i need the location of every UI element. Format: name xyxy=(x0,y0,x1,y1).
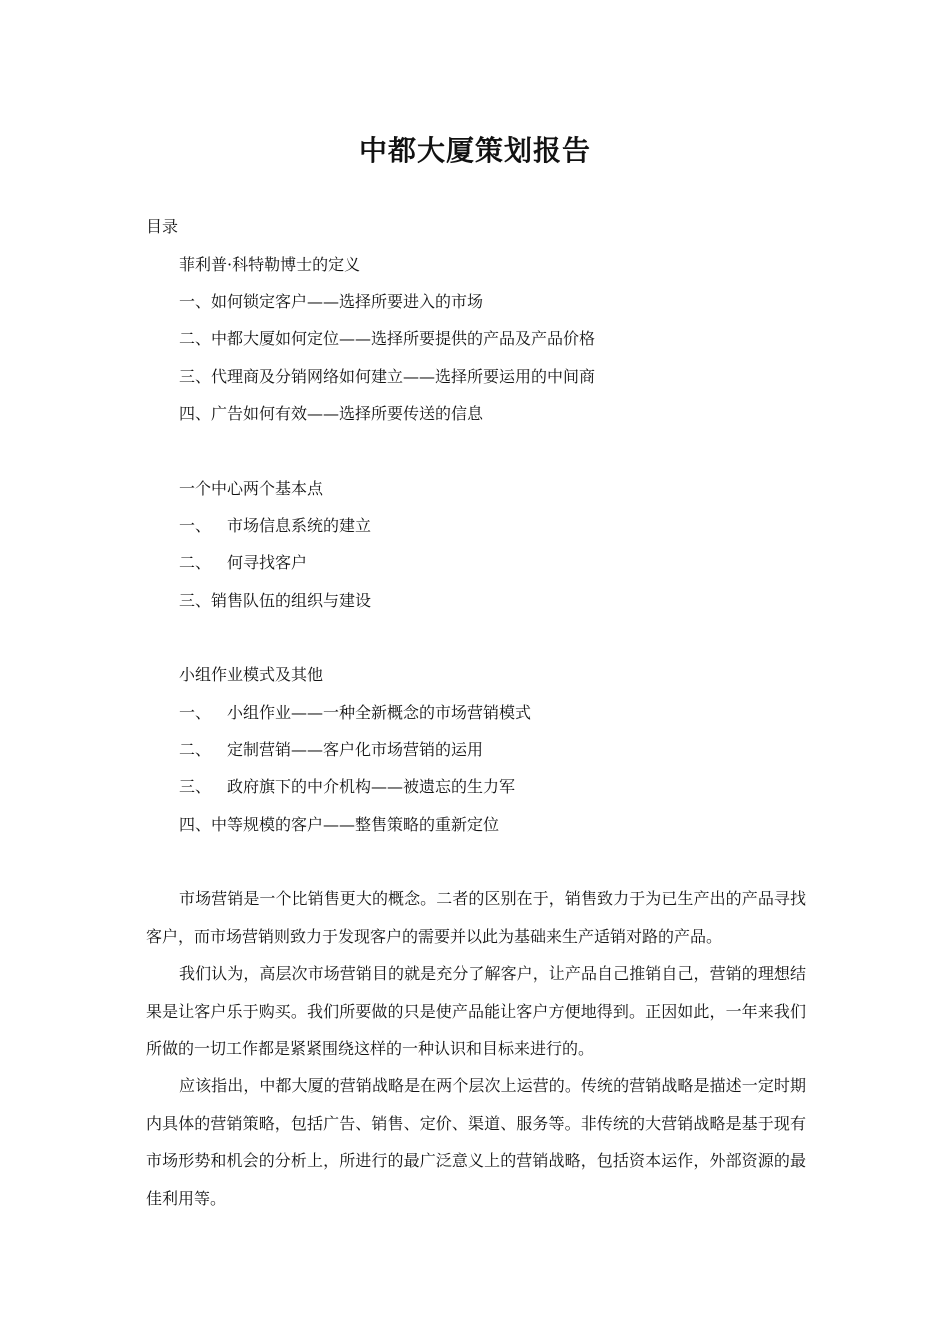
toc-item xyxy=(179,739,483,761)
toc-heading: 目录 xyxy=(146,217,179,236)
toc-section-heading: 小组作业模式及其他 xyxy=(179,665,324,684)
toc-item xyxy=(179,776,515,798)
toc-item xyxy=(179,814,499,836)
toc-item: 一、如何锁定客户——选择所要进入的市场 xyxy=(179,292,484,311)
toc-item xyxy=(179,590,371,612)
toc-item: 四、广告如何有效——选择所要传送的信息 xyxy=(179,404,484,423)
toc-item: 菲利普·科特勒博士的定义 xyxy=(179,255,361,274)
body-paragraph: 应该指出，中都大厦的营销战略是在两个层次上运营的。传统的营销战略是描述一定时期内具体的营销策略，包括广告、销售、定价、渠道、服务等。非传统的大营销战略是基于现有市场形势和机会的分析上，所进行的最广泛意义上的营销战略，包括资本运作，外部资源的最佳利用等。 xyxy=(146,1076,806,1208)
toc-item-number: 二、 xyxy=(179,553,212,572)
document-title: 中都大厦策划报告 xyxy=(358,134,591,167)
body-paragraph: 我们认为，高层次市场营销目的就是充分了解客户，让产品自己推销自己，营销的理想结果是让客户乐于购买。我们所要做的只是使产品能让客户方便地得到。正因如此，一年来我们所做的一切工作都是紧紧围绕这样的一种认识和目标来进行的。 xyxy=(146,964,806,1058)
toc-item-number: 三、 xyxy=(179,777,212,796)
toc-item-number: 一、 xyxy=(179,516,212,535)
toc-item-number: 二、 xyxy=(179,740,212,759)
toc-item-text: 政府旗下的中介机构——被遗忘的生力军 xyxy=(227,777,516,796)
toc-item: 三、代理商及分销网络如何建立——选择所要运用的中间商 xyxy=(179,367,596,386)
toc-item-text: 何寻找客户 xyxy=(227,553,308,572)
toc-item-text: 三、销售队伍的组织与建设 xyxy=(179,591,372,610)
toc-item-text: 定制营销——客户化市场营销的运用 xyxy=(227,740,484,759)
toc-item-text: 市场信息系统的建立 xyxy=(227,516,372,535)
toc-section-heading: 一个中心两个基本点 xyxy=(179,479,324,498)
toc-item-text: 四、中等规模的客户——整售策略的重新定位 xyxy=(179,815,500,834)
toc-item xyxy=(179,515,371,537)
toc-item: 二、中都大厦如何定位——选择所要提供的产品及产品价格 xyxy=(179,329,596,348)
toc-item xyxy=(179,702,531,724)
toc-item xyxy=(179,552,307,574)
toc-item-number: 一、 xyxy=(179,703,212,722)
toc-item-text: 小组作业——一种全新概念的市场营销模式 xyxy=(227,703,532,722)
body-paragraph: 市场营销是一个比销售更大的概念。二者的区别在于，销售致力于为已生产出的产品寻找客户，而市场营销则致力于发现客户的需要并以此为基础来生产适销对路的产品。 xyxy=(146,889,806,946)
